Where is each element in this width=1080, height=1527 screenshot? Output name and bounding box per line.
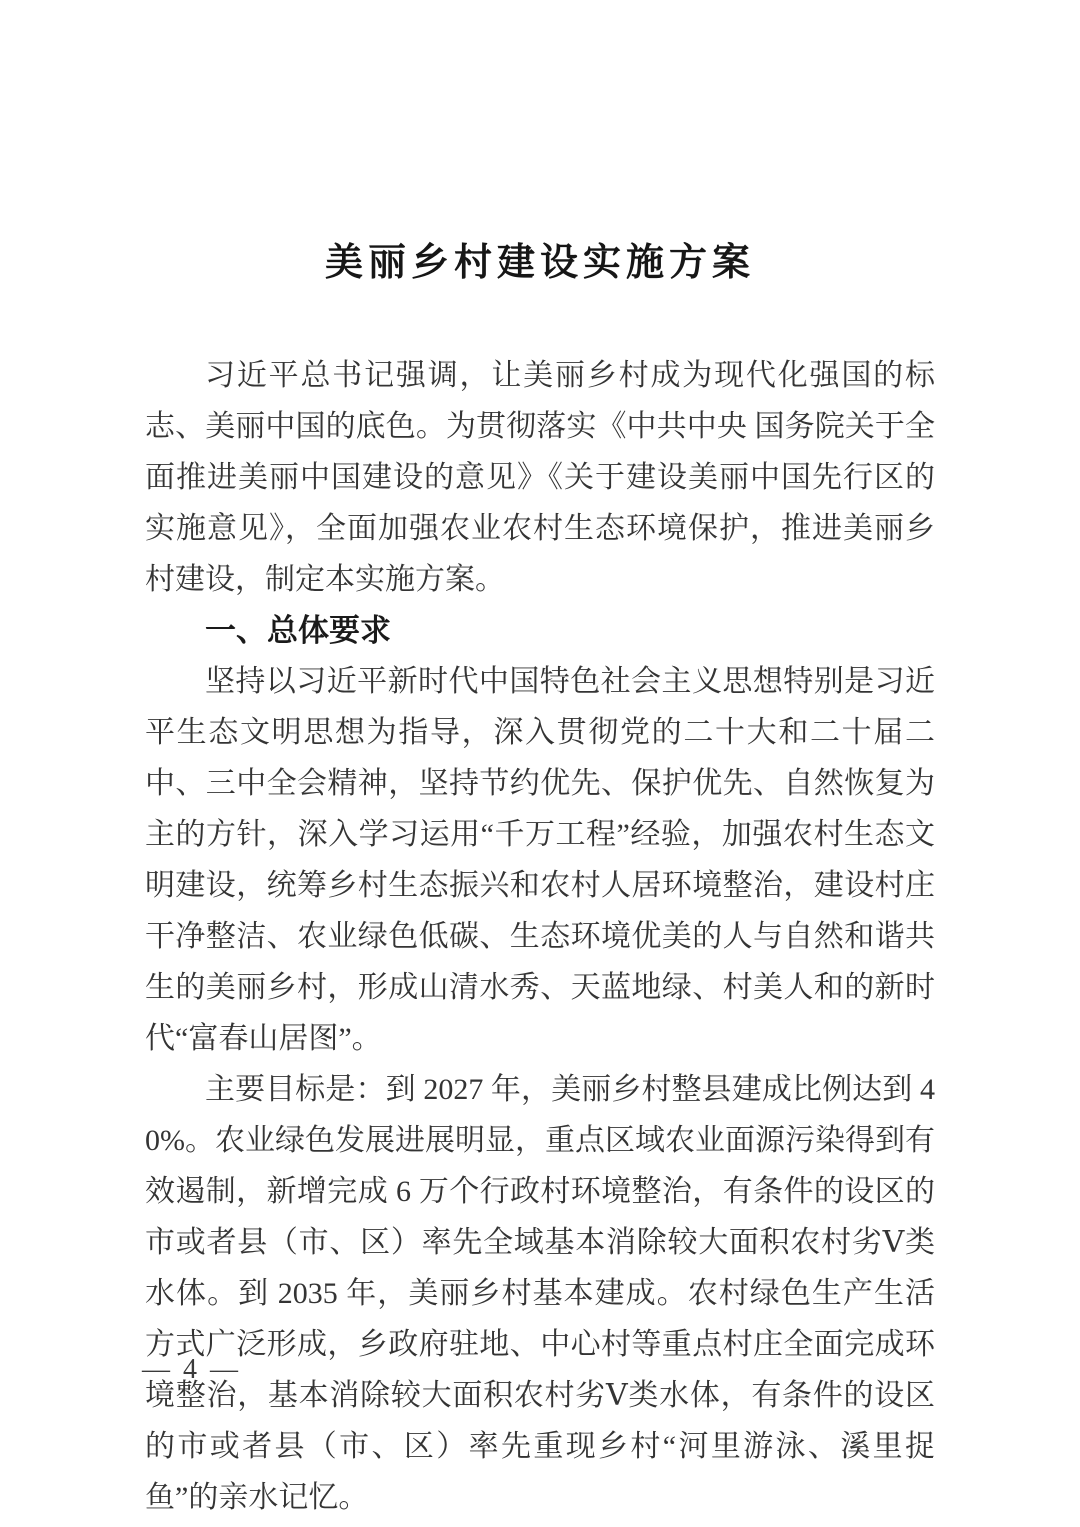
document-title: 美丽乡村建设实施方案 [324,242,755,284]
section-heading-overall-requirements: 一、总体要求 [205,613,391,648]
section-paragraph-guiding-principles: 坚持以习近平新时代中国特色社会主义思想特别是习近平生态文明思想为指导，深入贯彻党的二十大和二十届二中、三中全会精神，坚持节约优先、保护优先、自然恢复为主的方针，深入学习运用“千万工程”经验，加强农村生态文明建设，统筹乡村生态振兴和农村人居环境整治，建设村庄干净整洁、农业绿色低碳、生态环境优美的人与自然和谐共生的美丽乡村，形成山清水秀、天蓝地绿、村美人和的新时代“富春山居图”。 [145,665,935,1055]
page-number: — 4 — [142,1354,241,1385]
section-paragraph-main-goals: 主要目标是：到 2027 年，美丽乡村整县建成比例达到 40%。农业绿色发展进展明显，重点区域农业面源污染得到有效遏制，新增完成 6 万个行政村环境整治，有条件的设区的市或者县（市、区）率先全域基本消除较大面积农村劣Ⅴ类水体。到 2035 年，美丽乡村基本建成。农村绿色生产生活方式广泛形成，乡政府驻地、中心村等重点村庄全面完成环境整治，基本消除较大面积农村劣Ⅴ类水体，有条件的设区的市或者县（市、区）率先重现乡村“河里游泳、溪里捉鱼”的亲水记忆。 [145,1073,935,1514]
intro-paragraph: 习近平总书记强调，让美丽乡村成为现代化强国的标志、美丽中国的底色。为贯彻落实《中共中央 国务院关于全面推进美丽中国建设的意见》《关于建设美丽中国先行区的实施意见》，全面加强农业农村生态环境保护，推进美丽乡村建设，制定本实施方案。 [145,359,935,596]
